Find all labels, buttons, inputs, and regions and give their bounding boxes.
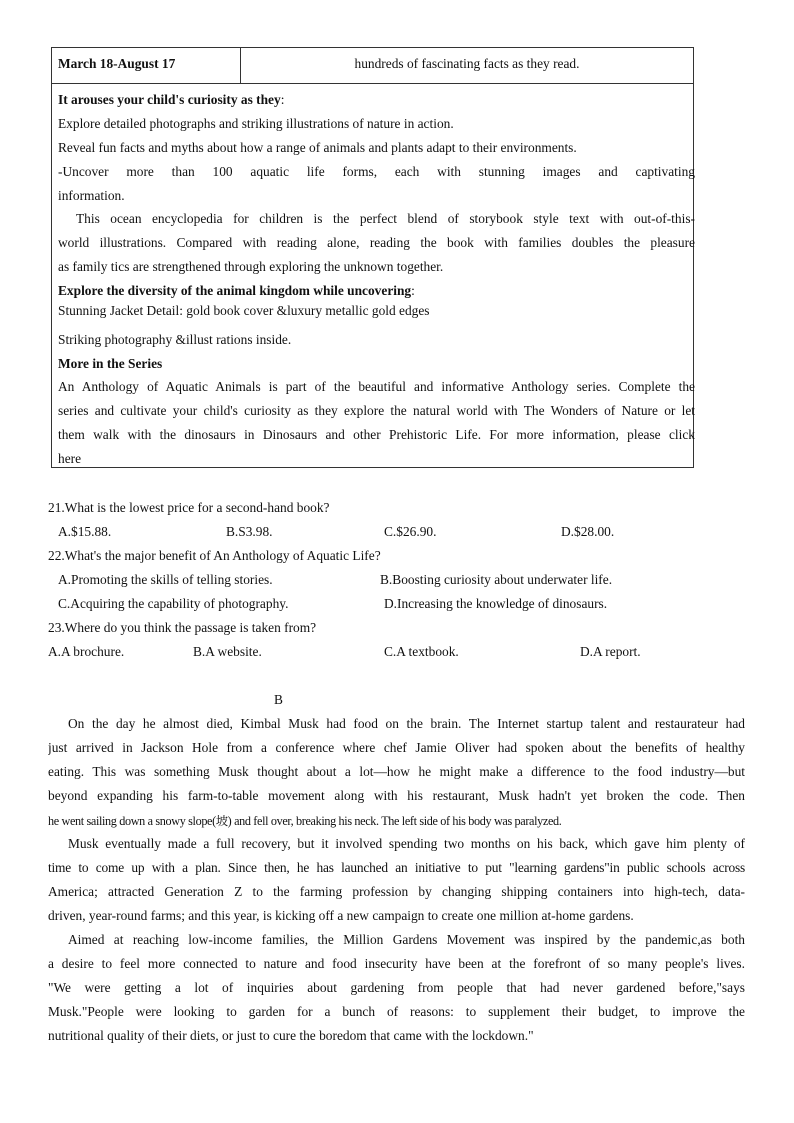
question-23: 23.Where do you think the passage is taken from? — [48, 620, 317, 635]
q22-option-d[interactable]: D.Increasing the knowledge of dinosaurs. — [384, 596, 608, 611]
passage-line: he went sailing down a snowy slope(坡) and fell over, breaking his neck. The left side of his body was paralyzed. — [48, 814, 562, 828]
ad-table — [51, 47, 694, 468]
series-line: series and cultivate your child's curiosity as they explore the natural world with The Wonders of Nature or let — [58, 403, 695, 418]
bullet-line: -Uncover more than 100 aquatic life forms, each with stunning images and captivating — [58, 164, 695, 179]
section-b-label: B — [274, 692, 283, 707]
curiosity-colon: : — [280, 92, 285, 107]
passage-line: Aimed at reaching low-income families, the Million Gardens Movement was inspired by the pandemic,as both — [68, 932, 745, 947]
passage-line: nutritional quality of their diets, or just to cure the boredom that came with the lockdown." — [48, 1028, 534, 1043]
passage-line: "We were getting a lot of inquiries about gardening from people that had never gardened before,"says — [48, 980, 745, 995]
passage-line: Musk."People were looking to garden for a bunch of reasons: to supplement their budget, to improve the — [48, 1004, 745, 1019]
bullet-line: Reveal fun facts and myths about how a range of animals and plants adapt to their environments. — [58, 140, 577, 155]
q22-option-b[interactable]: B.Boosting curiosity about underwater life. — [380, 572, 613, 587]
passage-line: time to come up with a plan. Since then, he has launched an initiative to put "learning gardens"in public schools across — [48, 860, 745, 875]
table-header-row — [52, 48, 693, 84]
curiosity-heading-line — [58, 92, 284, 108]
series-line: An Anthology of Aquatic Animals is part of the beautiful and informative Anthology series. Complete the — [58, 379, 695, 394]
encyclopedia-line: world illustrations. Compared with reading alone, reading the book with families doubles the pleasure — [58, 235, 695, 250]
passage-line: beyond expanding his farm-to-table movement along with his restaurant, Musk hadn't yet broken the code. Then — [48, 788, 745, 803]
passage-line: America; attracted Generation Z to the farming profession by changing shipping containers into high-tech, data- — [48, 884, 745, 899]
question-21: 21.What is the lowest price for a second-hand book? — [48, 500, 330, 515]
q22-option-a[interactable]: A.Promoting the skills of telling stories. — [58, 572, 273, 587]
diversity-colon: : — [411, 283, 415, 298]
jacket-detail: Stunning Jacket Detail: gold book cover &luxury metallic gold edges — [58, 303, 430, 318]
click-here-link[interactable]: here — [58, 451, 82, 466]
q23-option-c[interactable]: C.A textbook. — [384, 644, 459, 659]
q23-option-a[interactable]: A.A brochure. — [48, 644, 125, 659]
series-line: them walk with the dinosaurs in Dinosaurs and other Prehistoric Life. For more information, please click — [58, 427, 695, 442]
passage-line: On the day he almost died, Kimbal Musk had food on the brain. The Internet startup talent and restaurateur had — [68, 716, 745, 731]
question-22: 22.What's the major benefit of An Anthology of Aquatic Life? — [48, 548, 381, 563]
q21-option-a[interactable]: A.$15.88. — [58, 524, 112, 539]
bullet-line: information. — [58, 188, 125, 203]
series-heading: More in the Series — [58, 356, 163, 371]
passage-line: just arrived in Jackson Hole from a conference where chef Jamie Oliver had spoken about the benefits of healthy — [48, 740, 745, 755]
passage-line: eating. This was something Musk thought about a lot—how he might make a difference to the food industry—but — [48, 764, 745, 779]
q23-option-b[interactable]: B.A website. — [193, 644, 262, 659]
diversity-heading: Explore the diversity of the animal kingdom while uncovering — [58, 283, 412, 298]
bullet-line: Explore detailed photographs and striking illustrations of nature in action. — [58, 116, 454, 131]
q21-option-c[interactable]: C.$26.90. — [384, 524, 437, 539]
passage-line: a desire to feel more connected to nature and food insecurity have been at the forefront of so many people's lives. — [48, 956, 745, 971]
encyclopedia-line: as family tics are strengthened through exploring the unknown together. — [58, 259, 444, 274]
date-cell: March 18-August 17 — [58, 56, 176, 71]
q22-option-c[interactable]: C.Acquiring the capability of photography. — [58, 596, 289, 611]
q21-option-b[interactable]: B.S3.98. — [226, 524, 273, 539]
curiosity-heading: It arouses your child's curiosity as they — [58, 92, 281, 107]
diversity-heading-line — [58, 283, 415, 299]
encyclopedia-line: This ocean encyclopedia for children is the perfect blend of storybook style text with out-of-this- — [76, 211, 695, 226]
passage-line: driven, year-round farms; and this year, is kicking off a new campaign to create one million at-home gardens. — [48, 908, 634, 923]
q21-option-d[interactable]: D.$28.00. — [561, 524, 615, 539]
passage-line: Musk eventually made a full recovery, but it involved spending two months on his back, which gave him plenty of — [68, 836, 745, 851]
photography-line: Striking photography &illust rations inside. — [58, 332, 292, 347]
q23-option-d[interactable]: D.A report. — [580, 644, 641, 659]
row1-right-cell: hundreds of fascinating facts as they read. — [354, 56, 580, 71]
